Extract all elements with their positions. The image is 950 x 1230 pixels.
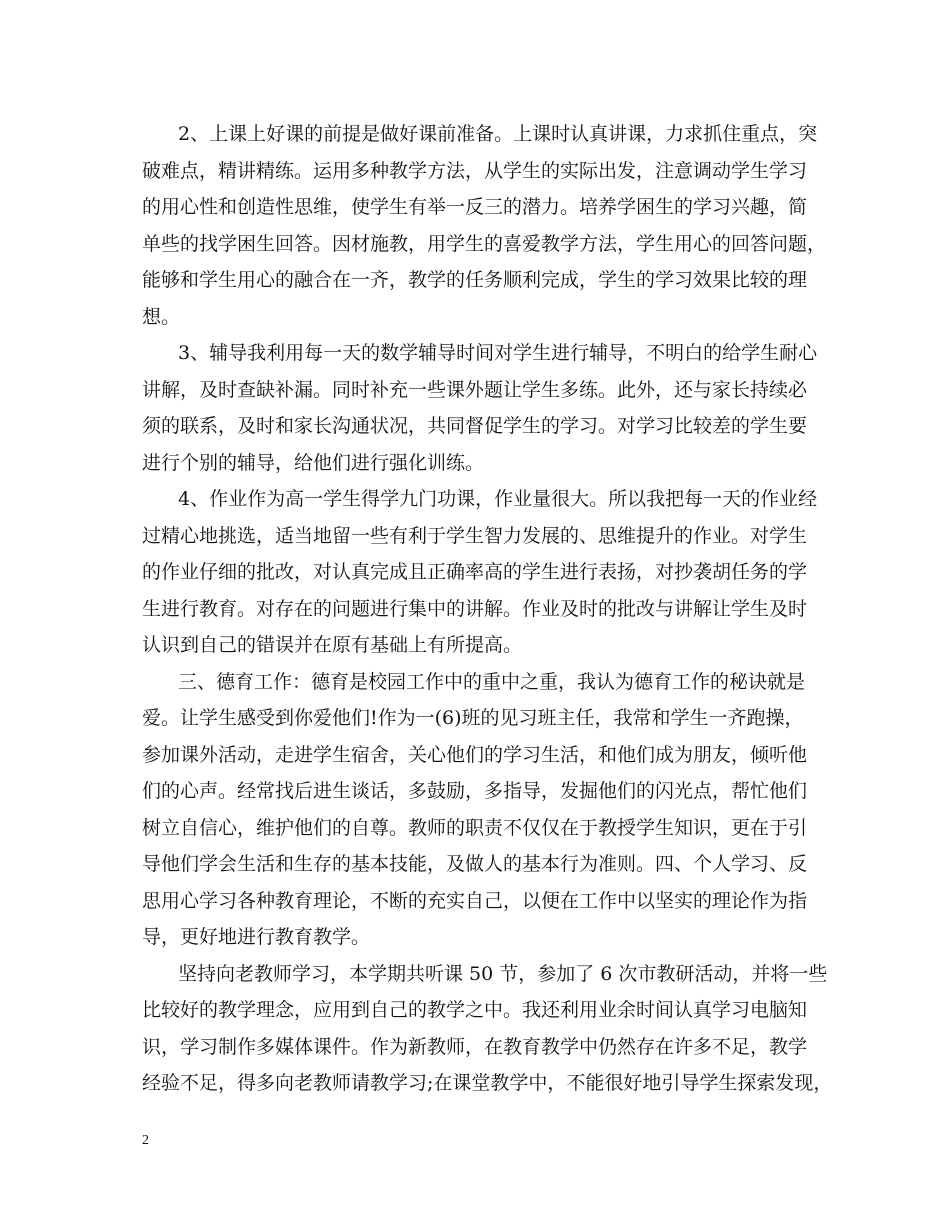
paragraph-4 — [142, 664, 812, 956]
text-line: 识，学习制作多媒体课件。作为新教师，在教育教学中仍然存在许多不足，教学 — [142, 1035, 808, 1058]
paragraph-5 — [142, 956, 833, 1102]
paragraph-1 — [142, 116, 827, 335]
text-line: 经验不足，得多向老教师请教学习;在课堂教学中，不能很好地引导学生探索发现， — [142, 1072, 833, 1094]
text-line: 坚持向老教师学习，本学期共听课 50 节，参加了 6 次市教研活动，并将一些 — [178, 962, 828, 985]
paragraph-3 — [142, 481, 818, 664]
text-line: 想。 — [142, 305, 181, 328]
text-line: 3、辅导我利用每一天的数学辅导时间对学生进行辅导，不明白的给学生耐心 — [178, 342, 818, 364]
text-line: 过精心地挑选，适当地留一些有利于学生智力发展的、思维提升的作业。对学生 — [142, 524, 808, 547]
paragraph-2 — [142, 335, 818, 481]
text-line: 爱。让学生感受到你爱他们!作为一(6)班的见习班主任，我常和学生一齐跑操， — [142, 707, 804, 729]
text-line: 单些的找学困生回答。因材施教，用学生的喜爱教学方法，学生用心的回答问题， — [142, 232, 827, 255]
text-line: 能够和学生用心的融合在一齐，教学的任务顺利完成，学生的学习效果比较的理 — [142, 269, 808, 291]
text-line: 导他们学会生活和生存的基本技能，及做人的基本行为准则。四、个人学习、反 — [142, 853, 808, 875]
text-line: 2、上课上好课的前提是做好课前准备。上课时认真讲课，力求抓住重点，突 — [178, 123, 818, 145]
text-line: 的用心性和创造性思维，使学生有举一反三的潜力。培养学困生的学习兴趣，简 — [142, 196, 808, 218]
text-line: 导，更好地进行教育教学。 — [142, 926, 371, 948]
text-line: 4、作业作为高一学生得学九门功课，作业量很大。所以我把每一天的作业经 — [178, 488, 818, 510]
text-line: 讲解，及时查缺补漏。同时补充一些课外题让学生多练。此外，还与家长持续必 — [142, 378, 808, 401]
document-body — [142, 116, 833, 1102]
page-number: 2 — [142, 1133, 149, 1148]
text-line: 进行个别的辅导，给他们进行强化训练。 — [142, 451, 485, 474]
text-line: 们的心声。经常找后进生谈话，多鼓励，多指导，发掘他们的闪光点，帮忙他们 — [142, 780, 808, 802]
text-line: 须的联系，及时和家长沟通状况，共同督促学生的学习。对学习比较差的学生要 — [142, 415, 808, 437]
text-line: 破难点，精讲精练。运用多种教学方法，从学生的实际出发，注意调动学生学习 — [142, 159, 808, 182]
text-line: 生进行教育。对存在的问题进行集中的讲解。作业及时的批改与讲解让学生及时 — [142, 597, 808, 620]
text-line: 树立自信心，维护他们的自尊。教师的职责不仅仅在于教授学生知识，更在于引 — [142, 816, 808, 839]
text-line: 参加课外活动，走进学生宿舍，关心他们的学习生活，和他们成为朋友，倾听他 — [142, 743, 808, 766]
text-line: 比较好的教学理念，应用到自己的教学之中。我还利用业余时间认真学习电脑知 — [142, 999, 808, 1021]
text-line: 思用心学习各种教育理论，不断的充实自己，以便在工作中以坚实的理论作为指 — [142, 889, 808, 912]
text-line: 的作业仔细的批改，对认真完成且正确率高的学生进行表扬，对抄袭胡任务的学 — [142, 561, 808, 583]
text-line: 认识到自己的错误并在原有基础上有所提高。 — [142, 634, 523, 656]
text-line: 三、德育工作：德育是校园工作中的重中之重，我认为德育工作的秘诀就是 — [178, 670, 806, 693]
